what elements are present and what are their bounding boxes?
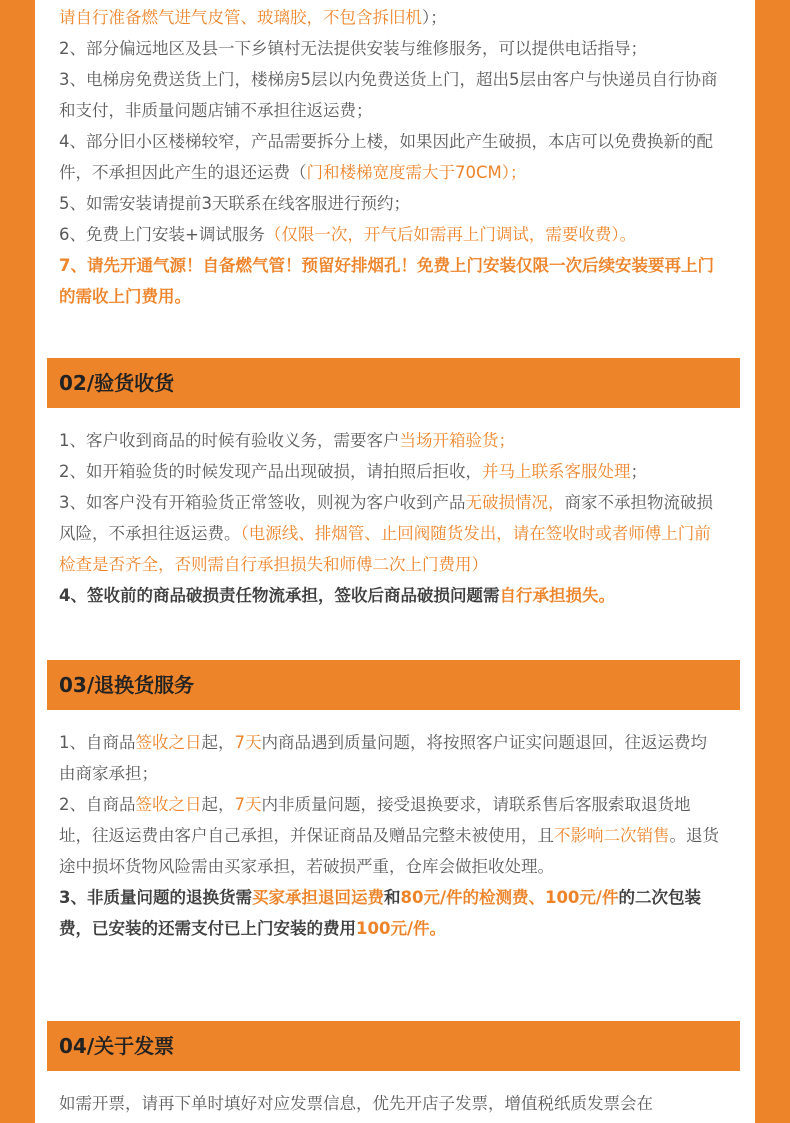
return-2-e: 内非质量问题，接受退换要求，请联系售后客服索取退货地址，往返运费由客户自己承担，并保证商品及赠品完整未被使用，且 (59, 795, 691, 845)
section-header-inspection (47, 358, 740, 408)
note-3: 3、电梯房免费送货上门，楼梯房5层以内免费送货上门，超出5层由客户与快递员自行协商和支付，非质量问题店铺不承担往返运费； (59, 70, 718, 120)
inspect-3 (59, 487, 719, 580)
inspect-4-highlight: 自行承担损失。 (499, 586, 615, 605)
note-5: 5、如需安装请提前3天联系在线客服进行预约； (59, 194, 410, 213)
inspect-1 (59, 425, 719, 456)
note-6-text: 6、免费上门安装+调试服务 (59, 225, 265, 244)
content-panel (35, 0, 755, 1123)
note-7: 7、请先开通气源！自备燃气管！预留好排烟孔！免费上门安装仅限一次后续安装要再上门的需收上门费用。 (59, 256, 714, 306)
note-6-highlight: （仅限一次，开气后如需再上门调试，需要收费）。 (264, 225, 637, 244)
inspect-3-note: （电源线、排烟管、止回阀随货发出，请在签收时或者师傅上门前检查是否齐全，否则需自行承担损失和师傅二次上门费用） (59, 524, 711, 574)
return-2-b: 签收之日 (135, 795, 202, 814)
note-1-end: ）； (422, 8, 447, 27)
installation-notes (59, 2, 719, 312)
invoice-1: 如需开票，请再下单时填好对应发票信息，优先开店子发票，增值税纸质发票会在 (59, 1094, 653, 1113)
return-3-e: 的二次包装费，已安装的还需支付已上门安装的费用 (59, 888, 701, 938)
return-2-g: 。退货途中损坏货物风险需由买家承担，若破损严重，仓库会做拒收处理。 (59, 826, 719, 876)
return-2-a: 2、自商品 (59, 795, 136, 814)
section-title-inspection: 02/验货收货 (59, 371, 175, 395)
return-1 (59, 727, 719, 789)
return-2-f: 不影响二次销售 (554, 826, 670, 845)
return-3-d: 80元/件的检测费、100元/件 (400, 888, 619, 907)
return-1-e: 内商品遇到质量问题，将按照客户证实问题退回，往返运费均由商家承担； (59, 733, 707, 783)
return-3-f: 100元/件。 (356, 919, 446, 938)
return-2-d: 7天 (234, 795, 262, 814)
section-header-invoice (47, 1021, 740, 1071)
inspect-2-text: 2、如开箱验货的时候发现产品出现破损，请拍照后拒收， (59, 462, 482, 481)
returns-notes (59, 727, 719, 944)
return-3-c: 和 (383, 888, 401, 907)
return-2-c: 起， (201, 795, 235, 814)
inspect-3-highlight: 无破损情况， (465, 493, 565, 512)
note-4-text: 4、部分旧小区楼梯较窄，产品需要拆分上楼，如果因此产生破损，本店可以免费换新的配件，不承担因此产生的退还运费（ (59, 132, 713, 182)
inspect-4 (59, 580, 719, 611)
inspect-2 (59, 456, 719, 487)
return-3-a: 3、非质量问题的退换货需 (59, 888, 252, 907)
section-header-returns (47, 660, 740, 710)
return-3 (59, 882, 719, 944)
note-4 (59, 126, 719, 188)
return-3-b: 买家承担退回运费 (251, 888, 384, 907)
return-2 (59, 789, 719, 882)
inspect-1-text: 1、客户收到商品的时候有验收义务，需要客户 (59, 431, 400, 450)
section-title-returns: 03/退换货服务 (59, 673, 195, 697)
inspect-2-highlight: 并马上联系客服处理 (482, 462, 631, 481)
invoice-notes (59, 1088, 719, 1119)
inspection-notes (59, 425, 719, 611)
inspect-4-text: 4、签收前的商品破损责任物流承担，签收后商品破损问题需 (59, 586, 500, 605)
inspect-3-text: 3、如客户没有开箱验货正常签收，则视为客户收到产品 (59, 493, 466, 512)
inspect-1-highlight: 当场开箱验货； (399, 431, 515, 450)
section-title-invoice: 04/关于发票 (59, 1034, 175, 1058)
return-1-c: 起， (201, 733, 235, 752)
note-1 (59, 2, 719, 33)
return-1-d: 7天 (234, 733, 262, 752)
note-6 (59, 219, 719, 250)
return-1-b: 签收之日 (135, 733, 202, 752)
inspect-3-text-2: 商家不承担物流破损风险，不承担往返运费。 (59, 493, 713, 543)
note-4-highlight: 门和楼梯宽度需大于70CM）； (306, 163, 527, 182)
return-1-a: 1、自商品 (59, 733, 136, 752)
note-1-highlight: 请自行准备燃气进气皮管、玻璃胶，不包含拆旧机 (59, 8, 422, 27)
note-2: 2、部分偏远地区及县一下乡镇村无法提供安装与维修服务，可以提供电话指导； (59, 39, 647, 58)
inspect-2-end: ； (630, 462, 647, 481)
